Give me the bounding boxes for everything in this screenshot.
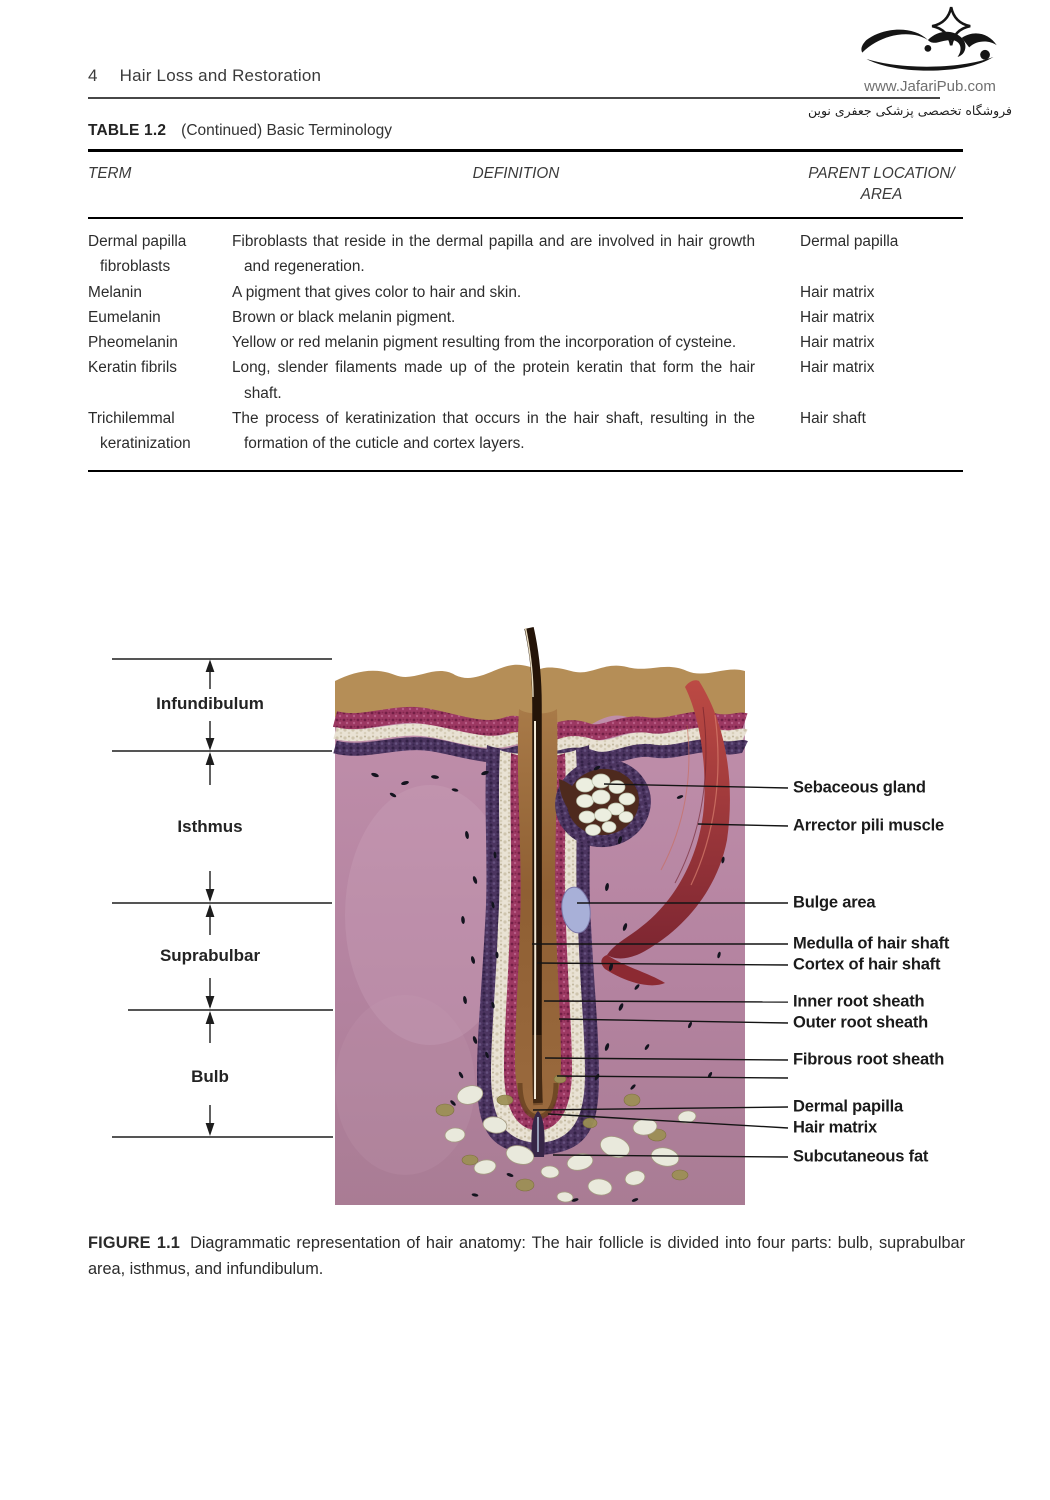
col-header-parent: PARENT LOCATION/ AREA bbox=[800, 151, 963, 219]
label-suprabulbar: Suprabulbar bbox=[159, 946, 261, 965]
running-head bbox=[88, 66, 321, 86]
col-header-definition: DEFINITION bbox=[232, 151, 800, 219]
label-bulge-area: Bulge area bbox=[793, 893, 876, 912]
label-bulb: Bulb bbox=[191, 1067, 229, 1086]
label-medulla: Medulla of hair shaft bbox=[793, 934, 950, 953]
definition-cell: The process of keratinization that occurs in the hair shaft, resulting in the formation of the cuticle and cortex layers. bbox=[232, 410, 755, 453]
label-infundibulum: Infundibulum bbox=[156, 694, 264, 713]
publisher-url: www.JafariPub.com bbox=[864, 78, 996, 95]
table-header-row bbox=[88, 151, 963, 219]
label-outer-root-sheath: Outer root sheath bbox=[793, 1013, 929, 1032]
table-row bbox=[88, 280, 963, 305]
terminology-table bbox=[88, 149, 963, 472]
definition-cell: Brown or black melanin pigment. bbox=[232, 308, 456, 326]
term-cell: Pheomelanin bbox=[88, 334, 178, 352]
label-sebaceous-gland: Sebaceous gland bbox=[793, 778, 926, 797]
definition-cell: Fibroblasts that reside in the dermal papilla and are involved in hair growth and regeneration. bbox=[232, 233, 755, 276]
definition-cell: Yellow or red melanin pigment resulting from the incorporation of cysteine. bbox=[232, 334, 737, 352]
parent-cell: Hair matrix bbox=[800, 283, 875, 301]
parent-cell: Dermal papilla bbox=[800, 233, 899, 250]
table-row bbox=[88, 355, 963, 406]
table-row bbox=[88, 218, 963, 280]
parent-cell: Hair matrix bbox=[800, 334, 875, 352]
term-cell: Dermal papilla fibroblasts bbox=[88, 233, 187, 276]
publisher-tagline: فروشگاه تخصصی پزشکی جعفری نوین bbox=[807, 103, 1012, 118]
col-header-term: TERM bbox=[88, 151, 232, 219]
table-row bbox=[88, 330, 963, 355]
term-cell: Melanin bbox=[88, 283, 142, 301]
dimension-lines bbox=[112, 659, 333, 1137]
definition-cell: Long, slender filaments made up of the protein keratin that form the hair shaft. bbox=[232, 359, 755, 402]
page-number: 4 bbox=[88, 66, 98, 85]
label-cortex: Cortex of hair shaft bbox=[793, 955, 941, 974]
parent-cell: Hair matrix bbox=[800, 308, 875, 326]
label-inner-root-sheath: Inner root sheath bbox=[793, 992, 925, 1011]
parent-cell: Hair shaft bbox=[800, 410, 866, 428]
page-title: Hair Loss and Restoration bbox=[119, 66, 322, 85]
table-row bbox=[88, 305, 963, 330]
table-caption bbox=[88, 122, 392, 140]
term-cell: Eumelanin bbox=[88, 308, 161, 326]
publisher-logo-icon bbox=[858, 6, 1002, 76]
header-rule bbox=[88, 97, 940, 99]
term-cell: Keratin fibrils bbox=[88, 359, 177, 377]
term-cell: Trichilemmal keratinization bbox=[88, 410, 191, 453]
label-hair-matrix: Hair matrix bbox=[793, 1118, 878, 1137]
skin-cross-section bbox=[335, 628, 745, 1205]
table-row bbox=[88, 406, 963, 471]
figure-label: FIGURE 1.1 bbox=[88, 1234, 181, 1252]
table-label: TABLE 1.2 bbox=[88, 122, 167, 139]
label-isthmus: Isthmus bbox=[177, 817, 243, 836]
label-dermal-papilla: Dermal papilla bbox=[793, 1097, 903, 1116]
parent-cell: Hair matrix bbox=[800, 359, 875, 377]
label-arrector-pili-muscle: Arrector pili muscle bbox=[793, 816, 944, 835]
label-subcutaneous-fat: Subcutaneous fat bbox=[793, 1147, 929, 1166]
table-title: (Continued) Basic Terminology bbox=[181, 122, 392, 139]
figure-caption bbox=[88, 1230, 965, 1282]
definition-cell: A pigment that gives color to hair and skin. bbox=[232, 283, 522, 301]
label-fibrous-root-sheath: Fibrous root sheath bbox=[793, 1050, 945, 1069]
figure-caption-text: Diagrammatic representation of hair anatomy: The hair follicle is divided into four parts: bulb, suprabulbar area, isthmus, and infundibulum. bbox=[88, 1234, 965, 1278]
